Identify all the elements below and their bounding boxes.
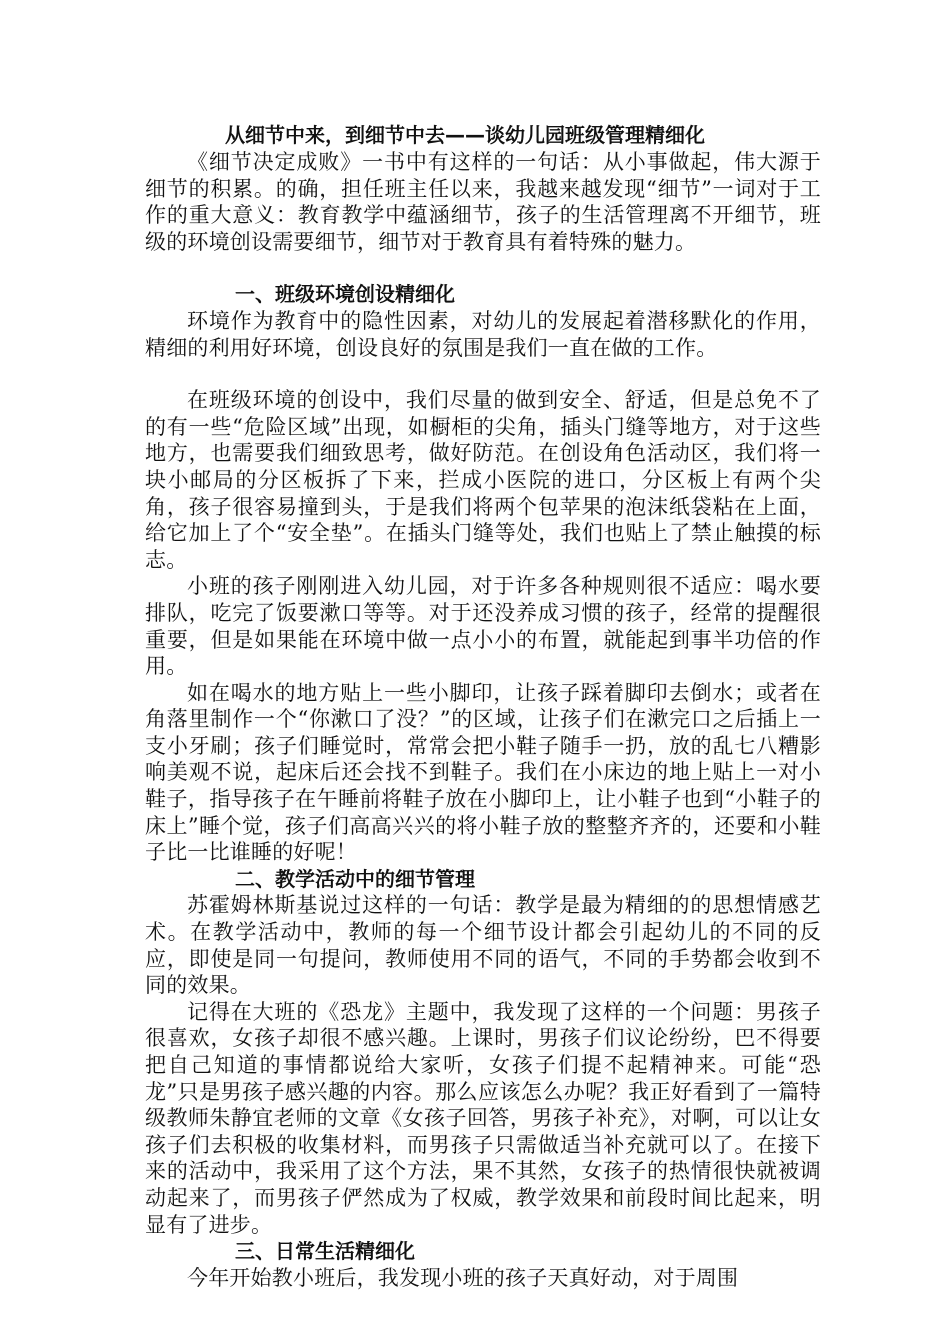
section-2-paragraph-2: 记得在大班的《恐龙》主题中，我发现了这样的一个问题：男孩子很喜欢，女孩子却很不感兴趣。上课时，男孩子们议论纷纷，巴不得要把自己知道的事情都说给大家听，女孩子们提不起精神来。可能“恐龙”只是男孩子感兴趣的内容。那么应该怎么办呢？我正好看到了一篇特级教师朱静宜老师的文章《女孩子回答，男孩子补充》，对啊，可以让女孩子们去积极的收集材料，而男孩子只需做适当补充就可以了。在接下来的活动中，我采用了这个方法，果不其然，女孩子的热情很快就被调动起来了，而男孩子俨然成为了权威，教学效果和前段时间比起来，明显有了进步。 xyxy=(145,999,821,1237)
section-1-heading: 一、班级环境创设精细化 xyxy=(235,282,455,307)
section-1-paragraph-2: 在班级环境的创设中，我们尽量的做到安全、舒适，但是总免不了的有一些“危险区域”出现，如橱柜的尖角，插头门缝等地方，对于这些地方，也需要我们细致思考，做好防范。在创设角色活动区，我们将一块小邮局的分区板拆了下来，拦成小医院的进口，分区板上有两个尖角，孩子很容易撞到头，于是我们将两个包苹果的泡沫纸袋粘在上面，给它加上了个“安全垫”。在插头门缝等处，我们也贴上了禁止触摸的标志。 xyxy=(145,388,821,572)
section-1-paragraph-3: 小班的孩子刚刚进入幼儿园，对于许多各种规则很不适应：喝水要排队，吃完了饭要漱口等等。对于还没养成习惯的孩子，经常的提醒很重要，但是如果能在环境中做一点小小的布置，就能起到事半功倍的作用。 xyxy=(145,574,821,679)
section-3-paragraph-1: 今年开始教小班后，我发现小班的孩子天真好动，对于周围 xyxy=(187,1265,739,1290)
section-1-paragraph-4: 如在喝水的地方贴上一些小脚印，让孩子踩着脚印去倒水；或者在角落里制作一个“你漱口了没？”的区域，让孩子们在漱完口之后插上一支小牙刷；孩子们睡觉时，常常会把小鞋子随手一扔，放的乱七八糟影响美观不说，起床后还会找不到鞋子。我们在小床边的地上贴上一对小鞋子，指导孩子在午睡前将鞋子放在小脚印上，让小鞋子也到“小鞋子的床上”睡个觉，孩子们高高兴兴的将小鞋子放的整整齐齐的，还要和小鞋子比一比谁睡的好呢！ xyxy=(145,680,821,865)
intro-paragraph: 《细节决定成败》一书中有这样的一句话：从小事做起，伟大源于细节的积累。的确，担任班主任以来，我越来越发现“细节”一词对于工作的重大意义：教育教学中蕴涵细节，孩子的生活管理离不开细节，班级的环境创设需要细节，细节对于教育具有着特殊的魅力。 xyxy=(145,150,821,254)
section-2-heading: 二、教学活动中的细节管理 xyxy=(235,866,475,891)
document-page xyxy=(145,121,821,1291)
section-2-paragraph-1: 苏霍姆林斯基说过这样的一句话：教学是最为精细的的思想情感艺术。在教学活动中，教师的每一个细节设计都会引起幼儿的不同的反应，即使是同一句提问，教师使用不同的语气，不同的手势都会收到不同的效果。 xyxy=(145,893,821,998)
section-1-paragraph-1: 环境作为教育中的隐性因素，对幼儿的发展起着潜移默化的作用，精细的利用好环境，创设良好的氛围是我们一直在做的工作。 xyxy=(145,308,821,360)
document-title: 从细节中来，到细节中去——谈幼儿园班级管理精细化 xyxy=(225,123,705,147)
section-3-heading: 三、日常生活精细化 xyxy=(235,1239,415,1264)
